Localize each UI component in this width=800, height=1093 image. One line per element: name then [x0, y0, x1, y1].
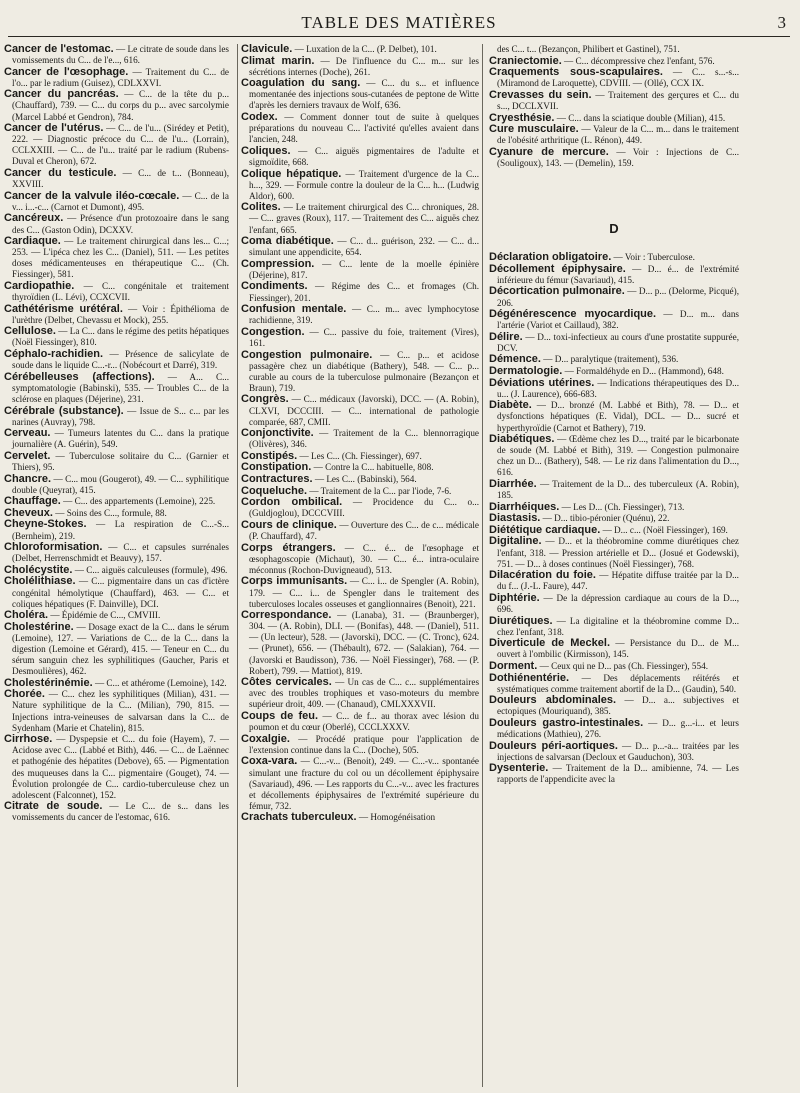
index-entry-term: Cure musculaire.: [489, 123, 579, 136]
index-entry-text: — La C... dans le régime des petits hépatiques (Noël Fiessinger), 810.: [12, 326, 229, 348]
index-entry: [241, 259, 479, 281]
index-entry-text: — D... g...-i... et leurs médications (Mathieu), 276.: [497, 717, 739, 740]
index-entry: [241, 146, 479, 168]
index-entry-term: Cérébrale (substance).: [4, 404, 124, 417]
index-entry-term: Diarrhéiques.: [489, 500, 560, 513]
index-entry: [489, 252, 739, 263]
index-entry: [4, 542, 229, 564]
index-entry-text: — Voir : Tuberculose.: [613, 252, 695, 263]
index-entry: [241, 677, 479, 710]
index-entry-term: Citrate de soude.: [4, 800, 103, 813]
index-entry-text: — Traitement du C... de l'o... par le radium (Guisez), CDLXXVI.: [12, 66, 229, 88]
index-entry-term: Cholestérinémie.: [4, 676, 93, 689]
index-entry-term: Cordon ombilical.: [241, 496, 343, 509]
index-entry-text: — Hépatite diffuse traitée par la D... du f... (J.-L. Faure), 447.: [497, 570, 739, 592]
index-entry-term: Chorée.: [4, 688, 45, 701]
index-entry: [489, 718, 739, 740]
index-entry-term: Cérébelleuses (affections).: [4, 370, 155, 383]
index-entry-term: Cathétérisme urétéral.: [4, 302, 123, 315]
index-entry: [489, 286, 739, 308]
index-entry-text: — D... toxi-infectieux au cours d'une prostatite suppurée, DCV.: [497, 331, 739, 353]
index-entry-text: des C... t... (Bezançon, Philibert et Gastinel), 751.: [497, 44, 680, 54]
index-entry-term: Chloroformisation.: [4, 541, 103, 554]
index-entry-text: — Les D... (Ch. Fiessinger), 713.: [561, 501, 685, 512]
index-entry-text: — C... et capsules surrénales (Delbet, Herrenschmidt et Beauvy), 157.: [12, 542, 229, 564]
index-entry-term: Coxa-vara.: [241, 755, 298, 768]
index-entry-text: — C... mou (Gougerot), 49. — C... syphilitique double (Queyrat), 415.: [12, 473, 229, 495]
index-entry-text: — D... c... (Noël Fiessinger), 169.: [602, 524, 728, 535]
index-entry-term: Déviations utérines.: [489, 376, 595, 389]
index-entry-term: Douleurs gastro-intestinales.: [489, 716, 644, 729]
index-entry-text: — Des déplacements réitérés et systématiques comme traitement abortif de la D... (Gaudin), 540.: [497, 672, 739, 694]
index-entry-term: Cours de clinique.: [241, 518, 337, 531]
index-entry-term: Dégénérescence myocardique.: [489, 308, 657, 321]
index-entry: [241, 451, 479, 462]
index-entry-text: — C... passive du foie, traitement (Vires), 161.: [249, 326, 479, 348]
index-entry-text: — C... des appartements (Lemoine), 225.: [63, 496, 216, 507]
index-entry-term: Cryesthésie.: [489, 111, 555, 124]
index-entry-term: Déclaration obligatoire.: [489, 251, 612, 264]
index-entry-text: — Le C... de s... dans les vomissements du cancer de l'estomac, 616.: [12, 801, 229, 823]
index-entry-text: — D... tibio-péronier (Quénu), 22.: [542, 513, 670, 524]
index-entry: [489, 513, 739, 524]
index-entry-text: — C... aiguës calculeuses (formule), 496.: [74, 564, 228, 575]
index-entry: [4, 565, 229, 576]
index-entry: [4, 801, 229, 823]
index-entry-text: — C... dans la sciatique double (Milian), 415.: [556, 112, 726, 123]
index-entry-text: — De la dépression cardiaque au cours de la D..., 696.: [497, 592, 739, 615]
index-entry-term: Congestion pulmonaire.: [241, 348, 373, 361]
index-entry: [4, 622, 229, 677]
index-entry-term: Cancer de l'utérus.: [4, 122, 104, 135]
index-entry-text: — La digitaline et la théobromine comme D... chez l'enfant, 318.: [497, 615, 739, 637]
index-entry-term: Dothiénentérie.: [489, 671, 570, 684]
index-entry-term: Douleurs abdominales.: [489, 694, 617, 707]
index-entry: [489, 67, 739, 89]
index-entry-term: Cancer du testicule.: [4, 167, 117, 180]
index-entry: [4, 519, 229, 541]
index-entry: [4, 236, 229, 280]
index-entry-term: Cancéreux.: [4, 212, 64, 225]
index-entry: [241, 520, 479, 542]
index-entry-text: — C... s...-s... (Miramond de Laroquette), CDVIII. — (Ollé), CCX IX.: [497, 67, 739, 89]
index-entry-text: — Procédé pratique pour l'application de l'extension continue dans la C... (Doche), 505.: [249, 733, 479, 755]
index-entry-term: Cheveux.: [4, 506, 53, 519]
index-entry-term: Compression.: [241, 257, 315, 270]
index-entry-text: — C... aiguës pigmentaires de l'adulte et sigmoïdite, 668.: [249, 145, 479, 167]
index-entry-text: — C... de l'u... (Sirédey et Petit), 222. — Diagnostic précoce du C... de l'u... (Lorrain), CCLXXIII. — C... de l'u... traité par le radium (Rubens-Duval et Cheron), 672.: [12, 123, 229, 167]
index-entry-term: Décollement épiphysaire.: [489, 262, 626, 275]
index-entry: [4, 610, 229, 621]
index-entry: [489, 90, 739, 112]
index-entry-term: Corps étrangers.: [241, 541, 336, 554]
index-entry-term: Choléra.: [4, 609, 49, 622]
index-entry-term: Cholélithiase.: [4, 575, 76, 588]
index-entry: [4, 451, 229, 473]
index-entry-term: Coma diabétique.: [241, 235, 334, 248]
index-entry-term: Diarrhée.: [489, 478, 537, 490]
index-entry-text: — Indications thérapeutiques des D... u... (J. Laurence), 666-683.: [497, 377, 739, 399]
index-entry-term: Diverticule de Meckel.: [489, 637, 611, 650]
index-entry: [4, 349, 229, 371]
index-entry-text: — Un cas de C... c... supplémentaires avec des troubles trophiques et vaso-moteurs du membre supérieur droit, 409. — (Chanaud), CMLXXXVII.: [249, 677, 479, 710]
index-entry-text: — Présence d'un protozoaire dans le sang des C... (Gaston Odin), DCXXV.: [12, 213, 229, 235]
index-entry: [489, 332, 739, 354]
index-entry-text: — A... C... symptomatologie (Babinski), 535. — Troubles C... de la sclérose en plaques (Déjerine), 231.: [12, 371, 229, 404]
index-entry: [4, 496, 229, 507]
index-entry: [241, 112, 479, 145]
index-entry-term: Cancer de l'estomac.: [4, 44, 114, 55]
index-entry: [241, 462, 479, 473]
index-entry-term: Diabète.: [489, 399, 532, 412]
index-entry-text: — Le citrate de soude dans les vomissements du C... de l'e..., 616.: [12, 44, 229, 66]
page-title: TABLE DES MATIÈRES: [301, 13, 497, 32]
index-entry-term: Coliques.: [241, 144, 291, 157]
index-entry: [4, 281, 229, 303]
index-entry-term: Coups de feu.: [241, 710, 319, 723]
page-number: 3: [777, 13, 786, 32]
index-entry-term: Cancer du pancréas.: [4, 88, 119, 101]
index-column-3-c-entries: [489, 44, 739, 169]
page-header: [8, 10, 790, 37]
index-entry: [241, 497, 479, 519]
index-entry-text: — Dyspepsie et C... du foie (Hayem), 7. — Acidose avec C... (Labbé et Bith), 446. — C... de Laënnec et pathogénie des hépatites (Debove), 65. — Pigmentation des muqueuses dans la C... pigmentaire (Gouget), 74. — Évolution prolongée de C... cardio-tuberculeuse chez un adolescent (Falconnet), 152.: [12, 734, 229, 800]
index-entry: [241, 610, 479, 677]
index-entry: [241, 169, 479, 202]
index-entry-text: — D... m... dans l'artérie (Variot et Caillaud), 382.: [497, 309, 739, 331]
index-entry: [4, 304, 229, 326]
index-entry-term: Craniectomie.: [489, 54, 562, 67]
index-entry: [241, 281, 479, 303]
index-entry-text: — Persistance du D... de M... ouvert à l'ombilic (Kirmisson), 145.: [497, 638, 739, 660]
index-entry: [489, 124, 739, 146]
index-entry: [241, 756, 479, 811]
index-entry: [241, 350, 479, 394]
index-entry-term: Confusion mentale.: [241, 303, 347, 316]
index-entry-term: Céphalo-rachidien.: [4, 348, 104, 361]
index-entry-term: Diastasis.: [489, 512, 541, 525]
index-entry-term: Coxalgie.: [241, 732, 290, 745]
index-entry-text: — Ouverture des C... de c... médicale (P. Chauffard), 47.: [249, 519, 479, 542]
index-entry-term: Côtes cervicales.: [241, 676, 332, 689]
index-entry: [241, 44, 479, 55]
index-entry-term: Chancre.: [4, 472, 52, 485]
index-entry-text: — D... é... de l'extrémité inférieure du fémur (Savariaud), 415.: [497, 263, 739, 285]
index-entry: [489, 354, 739, 365]
index-entry-text: — Luxation de la C... (P. Delbet), 101.: [294, 44, 437, 54]
index-entry: [489, 638, 739, 660]
index-entry-term: Cirrhose.: [4, 733, 53, 746]
index-entry-text: — Valeur de la C... m... dans le traitement de l'obésité arthritique (L. Rénon), 449.: [497, 124, 739, 146]
index-entry-text: — Formaldéhyde en D... (Hammond), 648.: [564, 366, 724, 377]
index-entry-text: — C... é... de l'œsophage et œsophagoscopie (Michaut), 30. — C... é... intra-oculaire méconnus (Rochon-Duvigneaud), 513.: [249, 542, 479, 575]
index-entry-text: — Traitement de la C... par l'iode, 7-6.: [309, 485, 452, 496]
index-entry: [4, 372, 229, 405]
index-entry-text: — C... de t... (Bonneau), XXVIII.: [12, 168, 229, 190]
index-entry: [241, 734, 479, 756]
index-entry-text: — La respiration de C...-S... (Bernheim), 219.: [12, 519, 229, 541]
index-entry: [489, 661, 739, 672]
index-entry-term: Climat marin.: [241, 54, 315, 67]
index-entry: [489, 147, 739, 169]
index-entry-text: — Issue de S... c... par les narines (Auvray), 798.: [12, 405, 229, 427]
index-entry-text: — Ceux qui ne D... pas (Ch. Fiessinger), 554.: [539, 661, 708, 671]
index-entry-text: — D... a... subjectives et ectopiques (Mouriquand), 385.: [497, 695, 739, 717]
index-entry-text: — (Lanaba), 31. — (Braunberger), 304. — (A. Robin), DLI. — (Bonifas), 448. — (Daniel), 511. — (Un lecteur), 528. — (Javorski), DCC. — (C. Tronc), 624. — (Prunet), 656. — (Thébault), 672. — (Salakian), 764. — (Javorski et Baudisson), 736. — Noël Fiessinger), 768. — (P. Robert), 799. — Mattiot), 819.: [249, 610, 479, 676]
index-entry: [489, 479, 739, 501]
index-entry-text: — Traitement d'urgence de la C... h..., 329. — Formule contre la douleur de la C... h... (Ludwig Aldor), 600.: [249, 168, 479, 201]
index-entry: [489, 570, 739, 592]
index-entry-term: Diphtérie.: [489, 591, 540, 604]
index-entry: [4, 508, 229, 519]
index-entry: [241, 486, 479, 497]
index-entry-text: — D... p...-a... traitées par les injections de salvarsan (Decloux et Gauduchon), 303.: [497, 740, 739, 762]
index-entry: [4, 734, 229, 801]
index-entry: [4, 67, 229, 89]
index-entry-term: Congestion.: [241, 325, 305, 338]
index-entry-text: — C... i... de Spengler (A. Robin), 179. — C... i... de Spengler dans le traitement des tuberculoses locales osseuses et ganglionnaires (Benoit), 221.: [249, 576, 479, 609]
index-entry-term: Cervelet.: [4, 449, 51, 462]
index-entry-term: Condiments.: [241, 280, 308, 293]
index-entry-term: Cancer de la valvule iléo-cœcale.: [4, 189, 180, 202]
index-column-3-d-entries: [489, 252, 739, 785]
index-entry: [489, 378, 739, 400]
index-entry-term: Cyanure de mercure.: [489, 145, 609, 158]
index-entry-text: — Tumeurs latentes du C... dans la pratique journalière (A. Guérin), 549.: [12, 428, 229, 450]
index-entry: [489, 309, 739, 331]
index-entry-text: — C... congénitale et traitement thyroïdien (L. Lévi), CCXCVII.: [12, 280, 229, 303]
index-entry-term: Diabétiques.: [489, 433, 555, 446]
index-entry: [241, 576, 479, 609]
index-entry-term: Diurétiques.: [489, 614, 553, 627]
index-entry-term: Conjonctivite.: [241, 427, 314, 440]
index-entry: [4, 428, 229, 450]
index-entry-text: — D... et la théobromine comme diurétiques chez l'enfant, 318. — Pression artérielle et D... (Josué et Godewski), 751. — D... à doses continues (Noël Fiessinger), 768.: [497, 536, 739, 569]
index-entry-term: Dysenterie.: [489, 762, 549, 775]
index-entry: [4, 576, 229, 609]
index-entry-text: — De l'influence du C... m... sur les sécrétions internes (Doche), 261.: [249, 55, 479, 77]
index-entry: [241, 78, 479, 111]
index-entry-term: Dorment.: [489, 660, 538, 672]
index-entry-text: — Dosage exact de la C... dans le sérum (Lemoine), 127. — Variations de C... de la C... dans la digestion (Lemoine et Gérard), 415. — Teneur en C... du sérum sanguin chez les syphilitiques (Gaucher, Paris et Desmoulières), 462.: [12, 621, 229, 677]
index-entry-term: Correspondance.: [241, 609, 332, 622]
index-entry: [489, 434, 739, 478]
index-entry-text: — C... p... et acidose passagère chez un diabétique (Bathery), 548. — C... p... curable au cours de la tuberculose pulmonaire (Bezançon et Braun), 719.: [249, 349, 479, 393]
index-entry-text: — D... paralytique (traitement), 536.: [543, 354, 679, 365]
index-entry-term: Cardiaque.: [4, 235, 61, 248]
index-entry-term: Clavicule.: [241, 44, 293, 55]
index-entry: [241, 474, 479, 485]
index-entry-term: Constipés.: [241, 449, 298, 462]
index-entry: [4, 44, 229, 66]
index-entry: [489, 763, 739, 785]
index-entry: [4, 123, 229, 167]
index-entry-term: Démence.: [489, 353, 541, 366]
index-entry: [489, 113, 739, 124]
index-entry: [489, 502, 739, 513]
index-entry-term: Colique hépatique.: [241, 167, 342, 180]
index-entry-term: Cerveau.: [4, 427, 51, 440]
index-entry: [4, 678, 229, 689]
index-entry-term: Colites.: [241, 201, 281, 214]
index-entry-text: — Tuberculose solitaire du C... (Garnier et Thiers), 95.: [12, 450, 229, 472]
index-entry-text: — C...-v... (Benoit), 249. — C...-v... spontanée simulant une fracture du col ou un décollement épiphysaire (Savariaud), 496. — Les rapports du C...-v... avec les fractures et décollements épiphysaires de l'extrémité supérieure du fémur, 732.: [249, 756, 479, 811]
index-entry-term: Douleurs péri-aortiques.: [489, 739, 618, 752]
index-entry: [4, 89, 229, 122]
index-entry-text: — Les C... (Babinski), 564.: [314, 474, 417, 485]
index-entry: [241, 428, 479, 450]
index-entry-term: Codex.: [241, 111, 278, 124]
index-entry-text: — C... du s... et influence momentanée des injections sous-cutanées de peptone de Witte d'après les derniers travaux de Wolf, 636.: [249, 78, 479, 111]
index-entry-text: — Le traitement chirurgical des C... chroniques, 28. — C... graves (Roux), 117. — Traitement des C... aiguës chez l'enfant, 665.: [249, 202, 479, 235]
index-entry: [489, 44, 739, 55]
index-entry: [4, 191, 229, 213]
index-entry-text: — Traitement des gerçures et C... du s..., DCCLXVII.: [497, 89, 739, 111]
index-entry-text: — C... de f... au thorax avec lésion du poumon et du cœur (Oberlé), CCCLXXXV.: [249, 711, 479, 733]
index-entry: [4, 168, 229, 190]
index-entry: [489, 56, 739, 67]
index-column-1: [4, 44, 229, 1087]
index-entry-text: — Homogénéisation: [358, 812, 436, 823]
index-entry-text: — Épidémie de C..., CMVIII.: [50, 610, 161, 621]
index-entry: [489, 400, 739, 433]
index-entry-term: Dermatologie.: [489, 365, 563, 378]
index-entry: [4, 406, 229, 428]
section-letter-d: D: [609, 221, 619, 237]
index-entry-text: — C... chez les syphilitiques (Milian), 431. — Nature syphilitique de la C... (Milian), 790, 815. — Injections intra-veineuses de salvarsan dans la C... de Sydenham (Marie et Chatelin), 815.: [12, 689, 229, 733]
index-entry-text: — Présence de salicylate de soude dans le liquide C...-r... (Nobécourt et Darré), 319.: [12, 349, 229, 371]
index-entry: [241, 327, 479, 349]
index-entry-text: — Voir : Épithélioma de l'urèthre (Delbet, Chevassu et Mock), 255.: [12, 303, 229, 325]
index-entry-term: Contractures.: [241, 473, 313, 486]
index-entry: [489, 741, 739, 763]
index-entry-term: Corps immunisants.: [241, 575, 348, 588]
index-entry-term: Crevasses du sein.: [489, 88, 592, 101]
index-entry: [241, 543, 479, 576]
index-entry: [241, 56, 479, 78]
index-entry: [4, 689, 229, 733]
index-entry-text: — C... d... guérison, 232. — C... d... simulant une appendicite, 654.: [249, 236, 479, 258]
index-entry-term: Cellulose.: [4, 325, 56, 338]
index-entry-text: — C... de la tête du p... (Chauffard), 739. — C... du corps du p... avec sarcolymie (Marcel Labbé et Gendron), 784.: [12, 89, 229, 122]
index-entry: [489, 264, 739, 286]
index-entry-term: Coqueluche.: [241, 484, 308, 497]
index-entry-text: — Procidence du C... o... (Guldjoglou), DCCCVIII.: [249, 497, 479, 519]
index-column-2: [237, 44, 479, 1087]
index-entry-term: Dilacération du foie.: [489, 569, 596, 582]
index-entry-term: Délire.: [489, 330, 523, 343]
index-entry-text: — C... de la v... i...-c... (Carnot et Dumont), 495.: [12, 190, 229, 212]
index-entry-term: Cancer de l'œsophage.: [4, 65, 129, 78]
index-entry-term: Congrès.: [241, 393, 289, 406]
index-entry-term: Cheyne-Stokes.: [4, 518, 87, 531]
index-entry-text: — Traitement de la D... des tuberculeux (A. Robin), 185.: [497, 479, 739, 501]
index-entry: [241, 202, 479, 235]
index-entry-text: — D... bronzé (M. Labbé et Bith), 78. — D... et dysfonctions hépatiques (E. Vidal), DCL. — D... sucré et hyperthyroïdie (Carnot et Bathery), 719.: [497, 400, 739, 433]
index-entry-term: Chauffage.: [4, 495, 61, 508]
index-entry: [241, 236, 479, 258]
index-entry-text: — C... m... avec lymphocytose rachidienne, 319.: [249, 304, 479, 326]
index-entry-text: — Le traitement chirurgical dans les... C...; 253. — L'ipéca chez les C... (Daniel), 511. — Les petites doses médicamenteuses en thérapeutique C... (Ch. Fiessinger), 581.: [12, 236, 229, 280]
index-entry-text: — Traitement de la C... blennorragique (Olivères), 346.: [249, 428, 479, 450]
index-entry: [241, 812, 479, 823]
index-column-3: [482, 44, 739, 1087]
index-entry: [489, 536, 739, 569]
index-entry: [241, 304, 479, 326]
index-entry-text: — C... pigmentaire dans un cas d'ictère congénital hémolytique (Chauffard), 463. — C... et coliques hépatiques (F. Dainville), DCI.: [12, 576, 229, 609]
index-entry-term: Digitaline.: [489, 535, 542, 548]
index-entry-text: — Traitement de la D... amibienne, 74. — Les rapports de l'appendicite avec la: [497, 763, 739, 785]
index-entry-term: Craquements sous-scapulaires.: [489, 66, 663, 79]
index-entry-term: Cholestérine.: [4, 620, 74, 633]
index-entry-text: — C... et athérome (Lemoine), 142.: [94, 677, 227, 688]
index-entry: [241, 711, 479, 733]
index-entry: [489, 673, 739, 695]
index-entry-text: — Œdème chez les D..., traité par le bicarbonate de soude (M. Labbé et Bith), 319. — Congestion pulmonaire chez un D... (Bathery), 548. — Le riz dans l'alimentation du D..., 616.: [497, 434, 739, 478]
index-entry: [489, 525, 739, 536]
index-entry-text: — Comment donner tout de suite à quelques préparations du nouveau C... l'activité qu'elles avaient dans l'ancien, 248.: [249, 112, 479, 145]
index-entry-term: Diététique cardiaque.: [489, 523, 601, 536]
index-entry-text: — Voir : Injections de C... (Souligoux), 143. — (Demelin), 159.: [497, 146, 739, 168]
index-entry-text: — Les C... (Ch. Fiessinger), 697.: [299, 450, 422, 461]
index-entry-text: — C... décompressive chez l'enfant, 576.: [564, 55, 715, 66]
index-entry-term: Cardiopathie.: [4, 279, 75, 292]
index-entry-term: Crachats tuberculeux.: [241, 811, 357, 824]
index-entry: [489, 593, 739, 615]
index-entry: [4, 326, 229, 348]
index-entry-term: Constipation.: [241, 461, 312, 474]
index-entry-text: — Contre la C... habituelle, 808.: [313, 462, 434, 473]
index-entry-text: — Soins des C..., formule, 88.: [55, 507, 167, 518]
index-entry: [241, 394, 479, 427]
index-entry-text: — C... lente de la moelle épinière (Déjerine), 817.: [249, 258, 479, 280]
index-entry: [489, 616, 739, 638]
index-entry: [489, 366, 739, 377]
index-entry-text: — Régime des C... et fromages (Ch. Fiessinger), 201.: [249, 281, 479, 303]
index-entry: [4, 213, 229, 235]
index-entry-text: — C... médicaux (Javorski), DCC. — (A. Robin), CLXVI, DCCCIII. — C... international de pathologie comparée, 687, CMII.: [249, 394, 479, 427]
index-entry-term: Cholécystite.: [4, 563, 73, 576]
index-entry: [489, 695, 739, 717]
index-entry-text: — D... p... (Delorme, Picqué), 206.: [497, 286, 739, 308]
index-entry: [4, 474, 229, 496]
index-entry-term: Coagulation du sang.: [241, 77, 361, 90]
index-entry-term: Décortication pulmonaire.: [489, 285, 625, 298]
